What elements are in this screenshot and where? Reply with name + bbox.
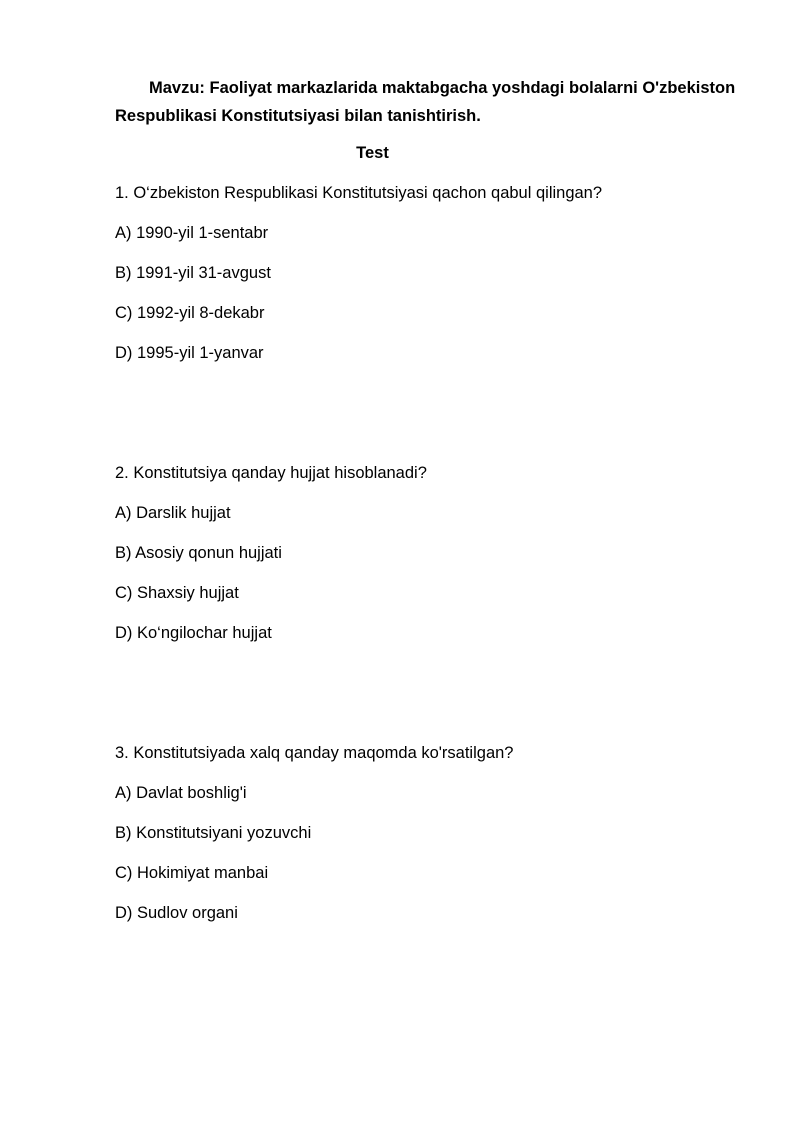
question-text: 3. Konstitutsiyada xalq qanday maqomda ko'rsatilgan? (115, 744, 514, 762)
answer-option: C) Hokimiyat manbai (115, 864, 269, 882)
answer-option: B) 1991-yil 31-avgust (115, 264, 271, 282)
document-page (115, 74, 745, 942)
answer-option: A) Davlat boshlig'i (115, 784, 247, 802)
question-text: 1. O‘zbekiston Respublikasi Konstitutsiyasi qachon qabul qilingan? (115, 184, 603, 202)
answer-option: C) Shaxsiy hujjat (115, 584, 239, 602)
answer-option: A) Darslik hujjat (115, 504, 231, 522)
answer-option: D) Ko‘ngilochar hujjat (115, 624, 272, 642)
test-heading: Test (356, 144, 389, 162)
document-title: Mavzu: Faoliyat markazlarida maktabgacha yoshdagi bolalarni O'zbekiston Respublikasi Konstitutsiyasi bilan tanishtirish. (115, 79, 736, 125)
answer-option: C) 1992-yil 8-dekabr (115, 304, 265, 322)
question-block (115, 742, 745, 924)
question-block (115, 462, 745, 644)
answer-option: B) Asosiy qonun hujjati (115, 544, 282, 562)
answer-option: B) Konstitutsiyani yozuvchi (115, 824, 312, 842)
question-block (115, 182, 745, 364)
answer-option: D) Sudlov organi (115, 904, 238, 922)
answer-option: A) 1990-yil 1-sentabr (115, 224, 269, 242)
answer-option: D) 1995-yil 1-yanvar (115, 344, 264, 362)
question-text: 2. Konstitutsiya qanday hujjat hisoblanadi? (115, 464, 427, 482)
blank-space (115, 382, 745, 462)
blank-space (115, 662, 745, 742)
